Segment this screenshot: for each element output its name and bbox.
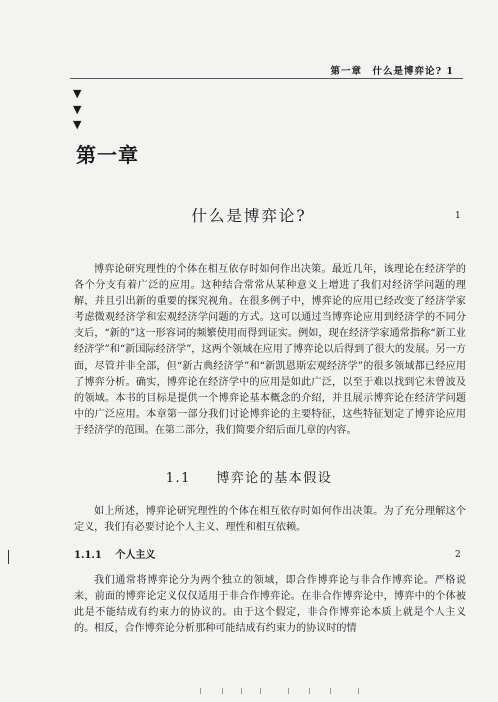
margin-line-number: 1 bbox=[455, 211, 461, 221]
scan-bottom-marks bbox=[200, 688, 400, 694]
triangle-icon: ▼ bbox=[73, 87, 82, 100]
chapter-ornament bbox=[73, 86, 81, 133]
section-heading bbox=[0, 467, 498, 486]
subsection-heading bbox=[74, 546, 155, 561]
section-title: 博弈论的基本假设 bbox=[216, 471, 333, 486]
subsection-title: 个人主义 bbox=[115, 550, 156, 561]
section-paragraph: 如上所述，博弈论研究理性的个体在相互依存时如何作出决策。为了充分理解这个定义，我们有必要讨论个人主义、理性和相互依赖。 bbox=[74, 506, 466, 534]
chapter-title: 什么是博弈论? bbox=[191, 207, 307, 225]
subsection-number: 1.1.1 bbox=[74, 550, 102, 561]
margin-line-number: 2 bbox=[455, 550, 461, 560]
chapter-label: 第一章 bbox=[76, 143, 139, 167]
subsection-paragraph: 我们通常将博弈论分为两个独立的领域，即合作博弈论与非合作博弈论。严格说来，前面的博弈论定义仅仅适用于非合作博弈论。在非合作博弈论中，博弈中的个体被此是不能结成有约束力的协议的。由于这个假定，非合作博弈论本质上就是个人主义的。相反，合作博弈论分析那种可能结成有约束力的协议时的情 bbox=[74, 575, 466, 635]
intro-paragraph: 博弈论研究理性的个体在相互依存时如何作出决策。最近几年，该理论在经济学的各个分支有着广泛的应用。这种结合常常从某种意义上增进了我们对经济学问题的理解，并且引出新的重要的探究视角。在很多例子中，博弈论的应用已经改变了经济学家考虑微观经济学和宏观经济学问题的方式。这可以通过当博弈论应用到经济学的不同分支后，“新的”这一形容词的频繁使用而得到证实。例如，现在经济学家通常指称“新工业经济学”和“新国际经济学”，这两个领域在应用了博弈论以后得到了很大的发展。另一方面，尽管并非全部，但“新古典经济学”和“新凯恩斯宏观经济学”的很多领域都已经应用了博弈分析。确实，博弈论在经济学中的应用是如此广泛，以至于难以找到它未曾波及的领域。本书的目标是提供一个博弈论基本概念的介绍，并且展示博弈论在经济学问题中的广泛应用。本章第一部分我们讨论博弈论的主要特征，这些特征划定了博弈论应用于经济学的范围。在第二部分，我们简要介绍后面几章的内容。 bbox=[74, 264, 466, 436]
triangle-icon: ▼ bbox=[73, 102, 82, 116]
scan-edge-mark bbox=[8, 550, 9, 564]
triangle-icon: ▼ bbox=[73, 118, 82, 131]
header-rule bbox=[70, 78, 463, 79]
section-number: 1.1 bbox=[165, 471, 191, 486]
running-header: 第一章 什么是博弈论? 1 bbox=[330, 66, 454, 77]
